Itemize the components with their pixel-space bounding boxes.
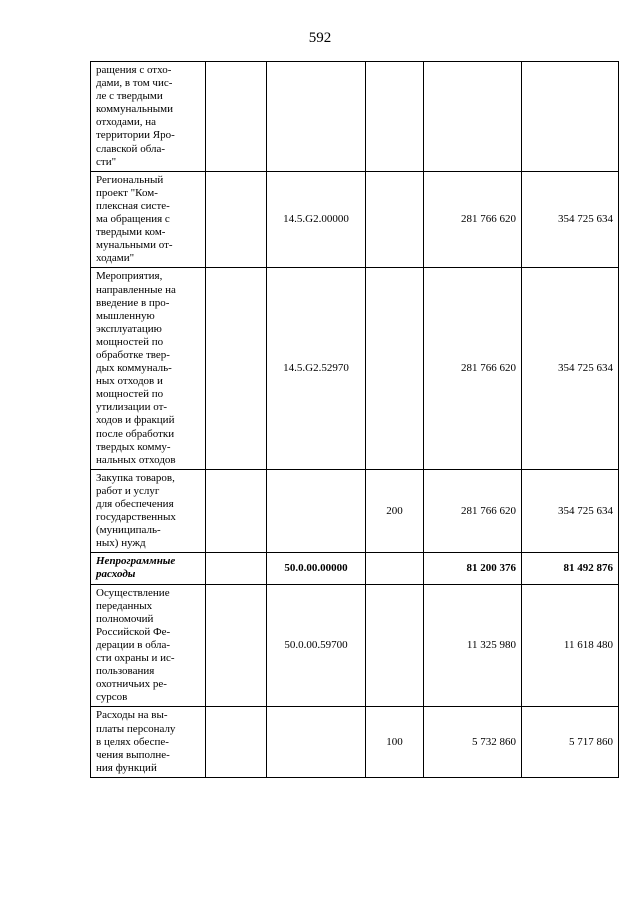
row-code-cell: 50.0.00.00000 — [267, 553, 366, 584]
row-sum-2024-cell: 281 766 620 — [424, 268, 522, 469]
empty-cell — [206, 62, 267, 172]
row-type-cell — [366, 62, 424, 172]
row-name-cell: ращения с отхо- дами, в том чис- ле с твердыми коммунальными отходами, на территории Яро- славской обла- сти" — [91, 62, 206, 172]
row-code-cell: 14.5.G2.00000 — [267, 171, 366, 268]
row-name-cell: Мероприятия, направленные на введение в про- мышленную эксплуатацию мощностей по обработке твер- дых коммуналь- ных отходов и мощностей по утилизации от- ходов и фракций после обработки твердых комму- нальных отходов — [91, 268, 206, 469]
row-code-cell — [267, 469, 366, 553]
row-type-cell — [366, 553, 424, 584]
row-type-cell: 100 — [366, 707, 424, 777]
empty-cell — [206, 171, 267, 268]
table-row — [91, 584, 619, 707]
row-code-cell — [267, 707, 366, 777]
row-code-cell: 14.5.G2.52970 — [267, 268, 366, 469]
table-row — [91, 171, 619, 268]
row-sum-2025-cell: 81 492 876 — [522, 553, 619, 584]
table-row — [91, 553, 619, 584]
table-row — [91, 707, 619, 777]
row-sum-2025-cell: 354 725 634 — [522, 268, 619, 469]
table-row — [91, 62, 619, 172]
empty-cell — [206, 707, 267, 777]
row-name-cell: Непрограммные расходы — [91, 553, 206, 584]
row-type-cell — [366, 268, 424, 469]
row-name-cell: Закупка товаров, работ и услуг для обеспечения государственных (муниципаль- ных) нужд — [91, 469, 206, 553]
row-sum-2024-cell — [424, 62, 522, 172]
empty-cell — [206, 553, 267, 584]
row-type-cell — [366, 171, 424, 268]
empty-cell — [206, 469, 267, 553]
row-type-cell: 200 — [366, 469, 424, 553]
row-sum-2024-cell: 281 766 620 — [424, 171, 522, 268]
row-sum-2025-cell: 5 717 860 — [522, 707, 619, 777]
budget-table-body — [91, 62, 619, 778]
empty-cell — [206, 268, 267, 469]
table-row — [91, 469, 619, 553]
row-sum-2025-cell: 11 618 480 — [522, 584, 619, 707]
row-sum-2025-cell: 354 725 634 — [522, 171, 619, 268]
empty-cell — [206, 584, 267, 707]
row-code-cell — [267, 62, 366, 172]
row-sum-2024-cell: 11 325 980 — [424, 584, 522, 707]
row-sum-2025-cell — [522, 62, 619, 172]
row-sum-2025-cell: 354 725 634 — [522, 469, 619, 553]
row-sum-2024-cell: 81 200 376 — [424, 553, 522, 584]
row-name-cell: Осуществление переданных полномочий Российской Фе- дерации в обла- сти охраны и ис- пользования охотничьих ре- сурсов — [91, 584, 206, 707]
row-name-cell: Региональный проект "Ком- плексная систе- ма обращения с твердыми ком- мунальными от- ходами" — [91, 171, 206, 268]
row-type-cell — [366, 584, 424, 707]
page-number: 592 — [308, 30, 332, 46]
budget-table — [90, 61, 619, 778]
row-sum-2024-cell: 5 732 860 — [424, 707, 522, 777]
row-code-cell: 50.0.00.59700 — [267, 584, 366, 707]
table-row — [91, 268, 619, 469]
row-name-cell: Расходы на вы- платы персоналу в целях обеспе- чения выполне- ния функций — [91, 707, 206, 777]
row-sum-2024-cell: 281 766 620 — [424, 469, 522, 553]
